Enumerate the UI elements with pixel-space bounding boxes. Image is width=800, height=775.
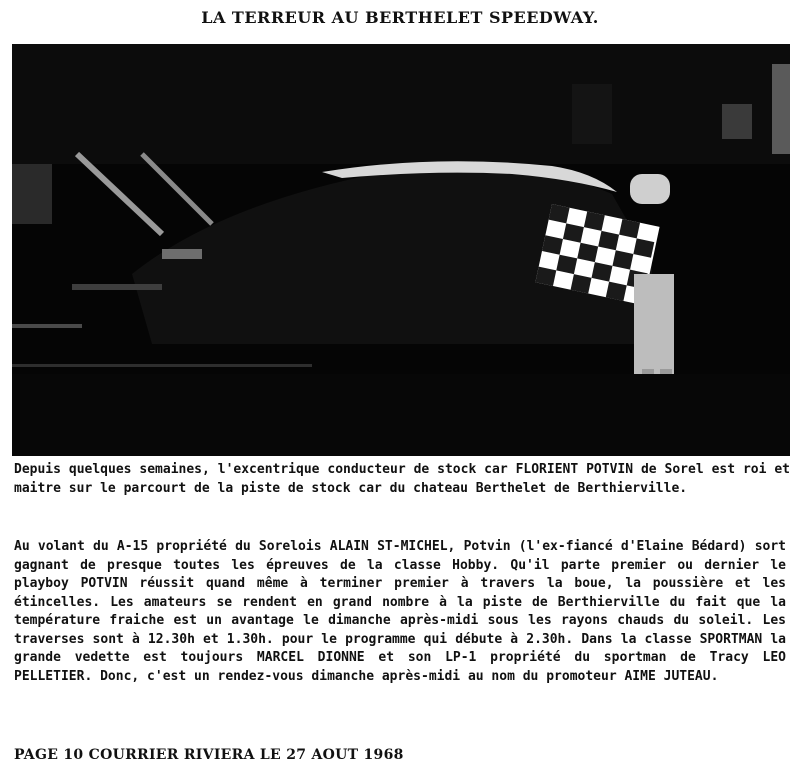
article-body: Au volant du A-15 propriété du Sorelois ALAIN ST-MICHEL, Potvin (l'ex-fiancé d'Elaine Bédard) sort gagnant de presque toutes les épreuves de la classe Hobby. Qu'il parte premier ou dernier le playboy POTVIN réussit quand même à terminer premier à travers la boue, la poussière et les étincelles. Les amateurs se rendent en grand nombre à la piste de Berthierville du fait que la température fraiche est un avantage le dimanche après-midi sous les rayons chauds du soleil. Les traverses sont à 12.30h et 1.30h. pour le programme qui débute à 2.30h. Dans la classe SPORTMAN la grande vedette est toujours MARCEL DIONNE et son LP-1 propriété du sportman de Tracy LEO PELLETIER. Donc, c'est un rendez-vous dimanche après-midi au nom du promoteur AIME JUTEAU. (14, 539, 786, 684)
race-photo (12, 44, 790, 456)
race-photo-image (12, 44, 790, 456)
page-footer: PAGE 10 COURRIER RIVIERA LE 27 AOUT 1968 (14, 747, 404, 763)
headline: LA TERREUR AU BERTHELET SPEEDWAY. (201, 8, 599, 27)
photo-caption: Depuis quelques semaines, l'excentrique conducteur de stock car FLORIENT POTVIN de Sorel est roi et maitre sur le parcourt de la piste de stock car du chateau Berthelet de Berthierville. (14, 462, 790, 496)
